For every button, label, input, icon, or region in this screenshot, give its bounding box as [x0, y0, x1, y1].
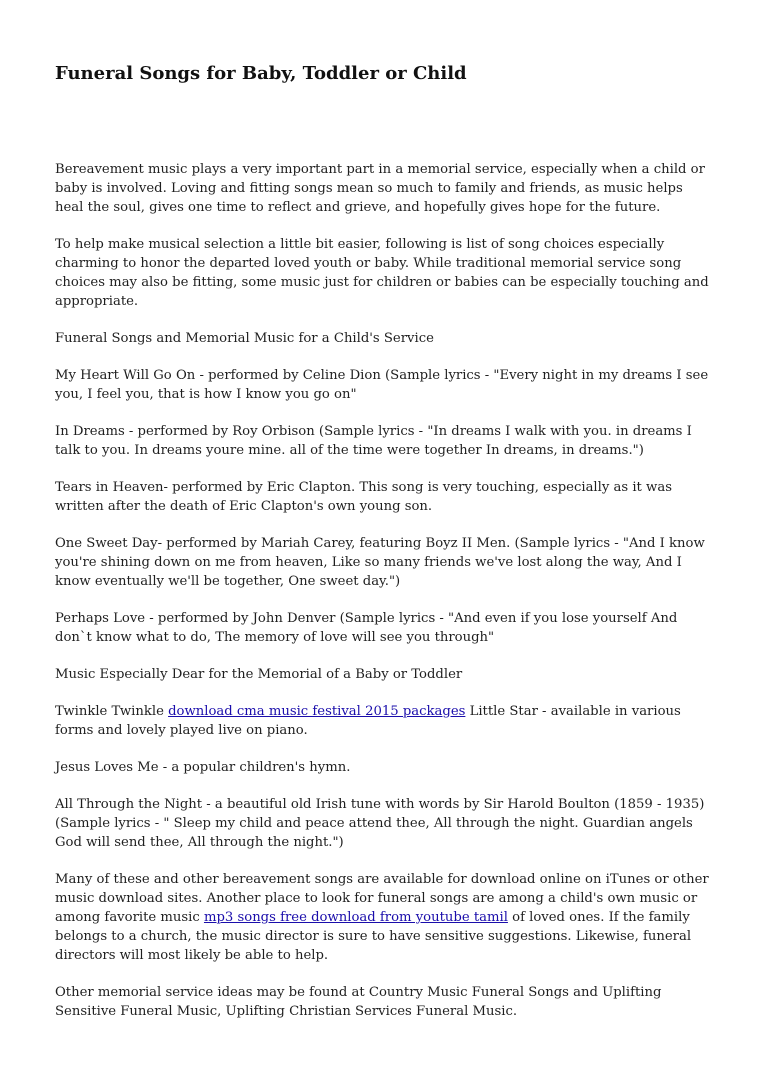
- section-heading-child-service: Funeral Songs and Memorial Music for a Child's Service: [55, 331, 434, 346]
- song-entry-jesus-loves-me: Jesus Loves Me - a popular children's hymn.: [55, 760, 351, 775]
- paragraph-text-before-link: Many of these and other bereavement songs are available for download online on iTunes or other music download sites. Another place to look for funeral songs are among a child's own music or among favorite music: [55, 872, 709, 925]
- paragraph-selection: To help make musical selection a little bit easier, following is list of song choices especially charming to honor the departed loved youth or baby. While traditional memorial service song choices may also be fitting, some music just for children or babies can be especially touching and appropriate.: [55, 237, 709, 309]
- document-body: [55, 160, 715, 1039]
- song-entry-perhaps-love: Perhaps Love - performed by John Denver (Sample lyrics - "And even if you lose yourself And don`t know what to do, The memory of love will see you through": [55, 611, 678, 645]
- song-entry-my-heart-will-go-on: My Heart Will Go On - performed by Celine Dion (Sample lyrics - "Every night in my dreams I see you, I feel you, that is how I know you go on": [55, 368, 709, 402]
- paragraph-text-before-link: Twinkle Twinkle: [55, 704, 169, 719]
- paragraph-other-ideas: Other memorial service ideas may be found at Country Music Funeral Songs and Uplifting Sensitive Funeral Music, Uplifting Christian Services Funeral Music.: [55, 985, 662, 1019]
- song-entry-tears-in-heaven: Tears in Heaven- performed by Eric Clapton. This song is very touching, especially as it was written after the death of Eric Clapton's own young son.: [55, 480, 672, 514]
- paragraph-text-after-link: of loved ones. If the family belongs to a church, the music director is sure to have sensitive suggestions. Likewise, funeral directors will most likely be able to help.: [55, 910, 692, 963]
- song-entry-all-through-the-night: All Through the Night - a beautiful old Irish tune with words by Sir Harold Boulton (1859 - 1935) (Sample lyrics - " Sleep my child and peace attend thee, All through the night. Guardian angels God will send thee, All through the night."): [55, 797, 705, 850]
- mp3-songs-link[interactable]: mp3 songs free download from youtube tamil: [203, 910, 508, 925]
- song-entry-in-dreams: In Dreams - performed by Roy Orbison (Sample lyrics - "In dreams I walk with you. in dreams I talk to you. In dreams youre mine. all of the time were together In dreams, in dreams."): [55, 424, 692, 458]
- section-heading-baby-toddler: Music Especially Dear for the Memorial of a Baby or Toddler: [55, 667, 463, 682]
- paragraph-download-sources: [55, 870, 715, 965]
- song-entry-one-sweet-day: One Sweet Day- performed by Mariah Carey, featuring Boyz II Men. (Sample lyrics - "And I know you're shining down on me from heaven, Like so many friends we've lost along the way, And I know eventually we'll be together, One sweet day."): [55, 536, 705, 589]
- paragraph-text-after-link: Little Star - available in various forms and lovely played live on piano.: [55, 704, 681, 738]
- song-entry-twinkle-twinkle: [55, 702, 715, 740]
- document-title: Funeral Songs for Baby, Toddler or Child: [55, 63, 467, 84]
- paragraph-intro: Bereavement music plays a very important part in a memorial service, especially when a child or baby is involved. Loving and fitting songs mean so much to family and friends, as music helps heal the soul, gives one time to reflect and grieve, and hopefully gives hope for the future.: [55, 162, 705, 215]
- cma-festival-link[interactable]: download cma music festival 2015 packages: [168, 704, 466, 719]
